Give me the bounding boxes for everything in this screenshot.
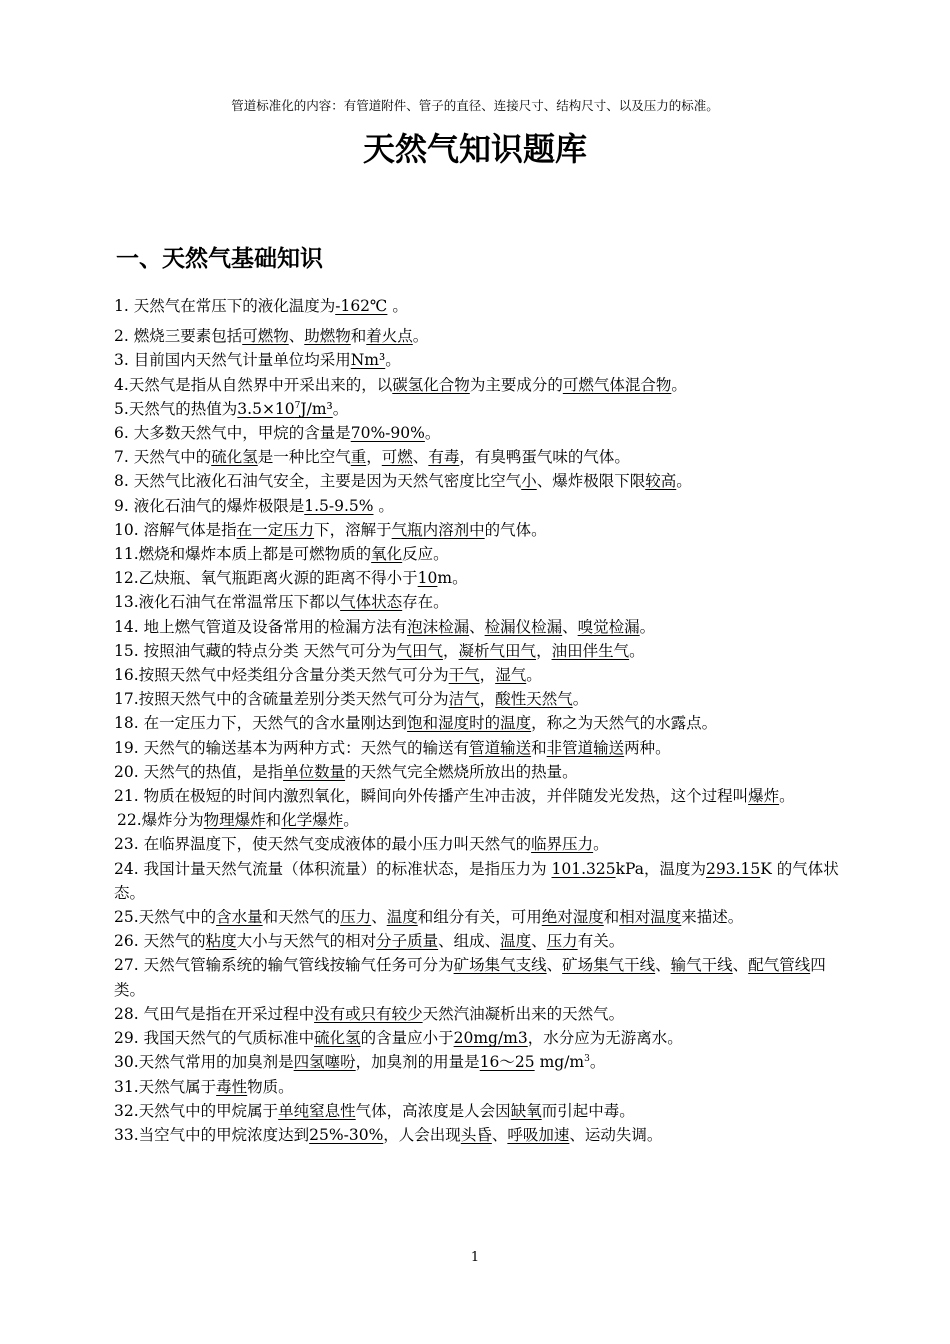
question-text: 和 <box>265 811 282 830</box>
question-text: ， <box>536 641 552 660</box>
answer-blank: 氧化 <box>371 545 403 564</box>
answer-blank: 洁气 <box>448 690 480 709</box>
answer-blank: 单纯窒息性 <box>278 1101 356 1120</box>
answer-blank: 较高 <box>645 472 677 491</box>
answer-blank <box>237 400 332 418</box>
question-text: 10. 溶解气体是指 <box>114 520 237 539</box>
answer-blank: 小 <box>521 472 537 491</box>
question-text: 、运动失调。 <box>569 1125 663 1144</box>
question-text: 。 <box>343 811 359 830</box>
question-text: mg/m <box>534 1053 585 1072</box>
answer-blank: 温度 <box>386 908 418 927</box>
question-text: 反应。 <box>402 545 449 564</box>
question-text: 6. 大多数天然气中，甲烷的含量是 <box>114 424 351 443</box>
question-item <box>114 566 850 590</box>
question-text: 8. 天然气比液化石油气安全，主要是因为天然气密度比空气 <box>114 472 522 491</box>
answer-blank: 管道输送 <box>469 738 532 757</box>
answer-blank: 凝析气田气 <box>458 641 537 660</box>
answer-blank: 物理爆炸 <box>203 811 266 830</box>
question-text: 21. 物质在极短的时间内激烈氧化，瞬间向外传播产生冲击波，并伴随发光发热，这个过程叫 <box>114 787 749 806</box>
question-text: 30.天然气常用的加臭剂是 <box>114 1053 294 1072</box>
answer-blank: 气体状态 <box>340 593 403 612</box>
question-item <box>114 590 850 614</box>
question-item <box>114 1099 850 1123</box>
question-text: 23. 在临界温度下，使天然气变成液体的最小压力叫天然气的 <box>114 835 532 854</box>
question-item <box>114 373 850 397</box>
answer-blank: 在一定压力 <box>236 520 315 539</box>
question-item <box>114 953 850 1001</box>
section-title: 一、天然气基础知识 <box>116 246 323 272</box>
question-text: ，加臭剂的用量是 <box>355 1053 480 1072</box>
answer-blank: 有毒 <box>428 448 460 467</box>
answer-blank: 重 <box>350 448 367 467</box>
answer-blank: 非管道输送 <box>546 738 625 757</box>
answer-blank: 可燃物 <box>242 327 289 346</box>
answer-blank-part: J/m³ <box>300 399 333 418</box>
question-text: 1. 天然气在常压下的液化温度为 <box>114 297 336 315</box>
question-item <box>114 1075 850 1099</box>
question-text: 、 <box>288 327 305 346</box>
question-text: 。 <box>676 472 692 491</box>
question-text: 来描述。 <box>681 908 744 927</box>
answer-blank: 101.325 <box>551 859 616 878</box>
answer-blank: 碳氢化合物 <box>392 375 470 394</box>
answer-blank: 16～25 <box>479 1053 535 1072</box>
answer-blank: 干气 <box>448 666 480 685</box>
answer-blank: 油田伴生气 <box>551 641 630 660</box>
answer-blank: 温度 <box>500 932 532 951</box>
question-item <box>114 469 850 493</box>
question-text: 和 <box>531 738 547 757</box>
question-text: ，水分应为无游离水。 <box>527 1029 683 1048</box>
question-text: 31.天然气属于 <box>114 1077 217 1096</box>
question-text: 、组成、 <box>438 932 501 951</box>
question-text: 。 <box>387 297 408 315</box>
question-text: 24. 我国计量天然气流量（体积流量）的标准状态，是指压力为 <box>114 859 552 878</box>
question-text: 25.天然气中的 <box>114 908 217 927</box>
answer-blank: 可燃 <box>381 448 413 467</box>
question-item <box>114 857 850 905</box>
question-text: 。 <box>424 424 441 443</box>
question-text: K 的气体状态。 <box>114 859 839 902</box>
question-text: 7. 天然气中的 <box>114 448 212 467</box>
question-text: 和 <box>603 908 620 927</box>
question-text: ， <box>479 690 496 709</box>
question-text: 。 <box>671 375 687 394</box>
question-text: 、 <box>546 956 563 975</box>
question-item <box>114 736 850 760</box>
question-text: 12.乙炔瓶、氧气瓶距离火源的距离不得小于 <box>114 569 418 588</box>
question-item <box>114 711 850 735</box>
question-text: 。 <box>779 787 795 806</box>
answer-blank: 单位数量 <box>283 762 346 781</box>
question-text: 。 <box>332 399 349 418</box>
question-text: 。 <box>593 835 609 854</box>
question-text: 的含量应小于 <box>360 1029 454 1048</box>
question-text: 。 <box>629 641 645 660</box>
question-text: 、 <box>371 908 387 927</box>
answer-blank: 没有或只有较少 <box>314 1004 423 1023</box>
superscript: 3 <box>584 1054 590 1065</box>
question-text: 33.当空气中的甲烷浓度达到 <box>114 1125 310 1144</box>
question-item <box>114 542 850 566</box>
superscript: 7 <box>294 400 301 411</box>
question-text: 和 <box>350 327 367 346</box>
answer-blank: 输气干线 <box>670 956 733 975</box>
question-text: 4.天然气是指从自然界中开采出来的，以 <box>114 375 393 394</box>
question-text: 14. 地上燃气管道及设备常用的检漏方法有 <box>114 617 408 636</box>
question-text: 22.爆炸分为 <box>117 811 204 830</box>
question-text: 、 <box>655 956 671 975</box>
answer-blank: 呼吸加速 <box>507 1125 570 1144</box>
question-text: 天然汽油凝析出来的天然气。 <box>422 1004 625 1023</box>
question-item <box>114 760 850 784</box>
question-text: 存在。 <box>402 593 449 612</box>
question-item <box>114 1026 850 1050</box>
answer-blank: 70%-90% <box>350 424 425 443</box>
question-text: 有关。 <box>577 932 625 951</box>
question-text: 32.天然气中的甲烷属于 <box>114 1101 279 1120</box>
question-item <box>114 324 850 348</box>
question-text: 20. 天然气的热值，是指 <box>114 762 284 781</box>
answer-blank: 爆炸 <box>748 787 780 806</box>
answer-blank: 矿场集气支线 <box>453 956 547 975</box>
question-text: 、 <box>562 617 578 636</box>
question-text: ， <box>479 666 496 685</box>
question-text: 。 <box>572 690 589 709</box>
question-text: ， <box>366 448 382 467</box>
answer-blank: 硫化氢 <box>314 1029 361 1048</box>
question-text: 9. 液化石油气的爆炸极限是 <box>114 496 305 515</box>
question-item <box>114 397 850 421</box>
question-text: ，人会出现 <box>383 1125 461 1144</box>
answer-blank: 头昏 <box>460 1125 492 1144</box>
answer-blank: Nm³ <box>350 351 386 370</box>
question-item <box>114 808 850 832</box>
question-item <box>114 832 850 856</box>
question-text: ，称之为天然气的水露点。 <box>531 714 718 733</box>
question-text: 5.天然气的热值为 <box>114 399 238 418</box>
question-text: 是一种比空气 <box>257 448 351 467</box>
answer-blank: 着火点 <box>366 327 413 346</box>
question-text: kPa，温度为 <box>615 859 706 878</box>
question-item <box>114 905 850 929</box>
answer-blank: 配气管线 <box>748 956 811 975</box>
question-item <box>114 494 850 518</box>
question-text: 18. 在一定压力下，天然气的含水量刚达到 <box>114 714 408 733</box>
question-text: 19. 天然气的输送基本为两种方式：天然气的输送有 <box>114 738 470 757</box>
answer-blank: 酸性天然气 <box>495 690 573 709</box>
question-text: 、爆炸极限下限 <box>536 472 646 491</box>
answer-blank: 分子质量 <box>376 932 439 951</box>
question-text: 的气体。 <box>484 520 547 539</box>
question-item <box>114 518 850 542</box>
question-text: m。 <box>437 569 468 588</box>
answer-blank: 压力 <box>546 932 578 951</box>
question-item <box>114 1050 850 1074</box>
question-text: 11.燃烧和爆炸本质上都是可燃物质的 <box>114 545 372 564</box>
question-text: 和天然气的 <box>262 908 341 927</box>
question-item <box>114 929 850 953</box>
answer-blank: 缺氧 <box>510 1101 542 1120</box>
question-text: 两种。 <box>624 738 671 757</box>
question-text: 3. 目前国内天然气计量单位均采用 <box>114 351 351 370</box>
answer-blank: 饱和湿度时的温度 <box>407 714 532 733</box>
question-text: 13.液化石油气在常温常压下都以 <box>114 593 341 612</box>
page-number: 1 <box>470 1250 480 1265</box>
question-text: 15. 按照油气藏的特点分类 天然气可分为 <box>114 641 397 660</box>
question-text: 。 <box>526 666 542 685</box>
question-item <box>114 615 850 639</box>
question-text: 2. 燃烧三要素包括 <box>114 327 243 346</box>
question-item <box>114 294 850 318</box>
question-text: 17.按照天然气中的含硫量差别分类天然气可分为 <box>114 690 449 709</box>
question-item <box>114 1123 850 1147</box>
question-text: 。 <box>639 617 656 636</box>
question-item <box>114 445 850 469</box>
question-item <box>114 663 850 687</box>
answer-blank: 助燃物 <box>304 327 351 346</box>
header-note: 管道标准化的内容：有管道附件、管子的直径、连接尺寸、结构尺寸、以及压力的标准。 <box>231 98 719 113</box>
question-item <box>114 348 850 372</box>
question-text: 气体，高浓度是人会因 <box>355 1101 511 1120</box>
answer-blank: 相对温度 <box>619 908 682 927</box>
question-text: ， <box>443 641 459 660</box>
question-text: 为主要成分的 <box>469 375 563 394</box>
question-text: 16.按照天然气中烃类组分含量分类天然气可分为 <box>114 666 449 685</box>
document-title: 天然气知识题库 <box>362 130 587 168</box>
answer-blank: 25%-30% <box>309 1125 384 1144</box>
question-text: 、 <box>412 448 429 467</box>
answer-blank: 嗅觉检漏 <box>577 617 640 636</box>
answer-blank: 矿场集气干线 <box>562 956 656 975</box>
answer-blank-part: 3.5×10 <box>237 399 295 418</box>
question-text: 26. 天然气的 <box>114 932 206 951</box>
question-item <box>114 687 850 711</box>
question-text: 。 <box>412 327 429 346</box>
answer-blank: 绝对湿度 <box>541 908 604 927</box>
question-text: ，有臭鸭蛋气味的气体。 <box>459 448 630 467</box>
question-list <box>114 294 850 1147</box>
question-text: 。 <box>589 1053 606 1072</box>
question-item <box>114 1002 850 1026</box>
answer-blank: 293.15 <box>706 859 761 878</box>
question-text: 、 <box>469 617 485 636</box>
question-item <box>114 421 850 445</box>
answer-blank: 气瓶内溶剂中 <box>391 520 485 539</box>
answer-blank: 湿气 <box>495 666 527 685</box>
question-text: 物质。 <box>247 1077 294 1096</box>
answer-blank: 20mg/m3 <box>453 1029 528 1048</box>
answer-blank: 硫化氢 <box>211 448 258 467</box>
question-text: 28. 气田气是指在开采过程中 <box>114 1004 315 1023</box>
answer-blank: 10 <box>417 569 438 588</box>
question-text: 、 <box>732 956 749 975</box>
question-text: 。 <box>385 351 401 370</box>
answer-blank: 泡沫检漏 <box>407 617 470 636</box>
answer-blank: 临界压力 <box>531 835 594 854</box>
question-text: 和组分有关，可用 <box>417 908 542 927</box>
answer-blank: -162℃ <box>335 297 388 315</box>
question-text: 四类。 <box>114 956 826 999</box>
answer-blank: 气田气 <box>396 641 444 660</box>
question-text: 、 <box>531 932 547 951</box>
answer-blank: 四氢噻吩 <box>293 1053 356 1072</box>
answer-blank: 化学爆炸 <box>281 811 344 830</box>
question-text: 。 <box>373 496 394 515</box>
question-item <box>114 639 850 663</box>
question-text: 大小与天然气的相对 <box>236 932 377 951</box>
question-text: 而引起中毒。 <box>541 1101 635 1120</box>
answer-blank: 含水量 <box>216 908 263 927</box>
question-text: 的天然气完全燃烧所放出的热量。 <box>345 762 578 781</box>
answer-blank: 压力 <box>340 908 372 927</box>
question-text: 、 <box>491 1125 508 1144</box>
answer-blank: 毒性 <box>216 1077 248 1096</box>
question-item <box>114 784 850 808</box>
answer-blank: 粘度 <box>205 932 237 951</box>
question-text: 29. 我国天然气的气质标准中 <box>114 1029 315 1048</box>
question-text: 27. 天然气管输系统的输气管线按输气任务可分为 <box>114 956 454 975</box>
answer-blank: 1.5-9.5% <box>304 496 374 515</box>
question-text: 下，溶解于 <box>314 520 392 539</box>
answer-blank: 检漏仪检漏 <box>484 617 563 636</box>
answer-blank: 可燃气体混合物 <box>562 375 672 394</box>
